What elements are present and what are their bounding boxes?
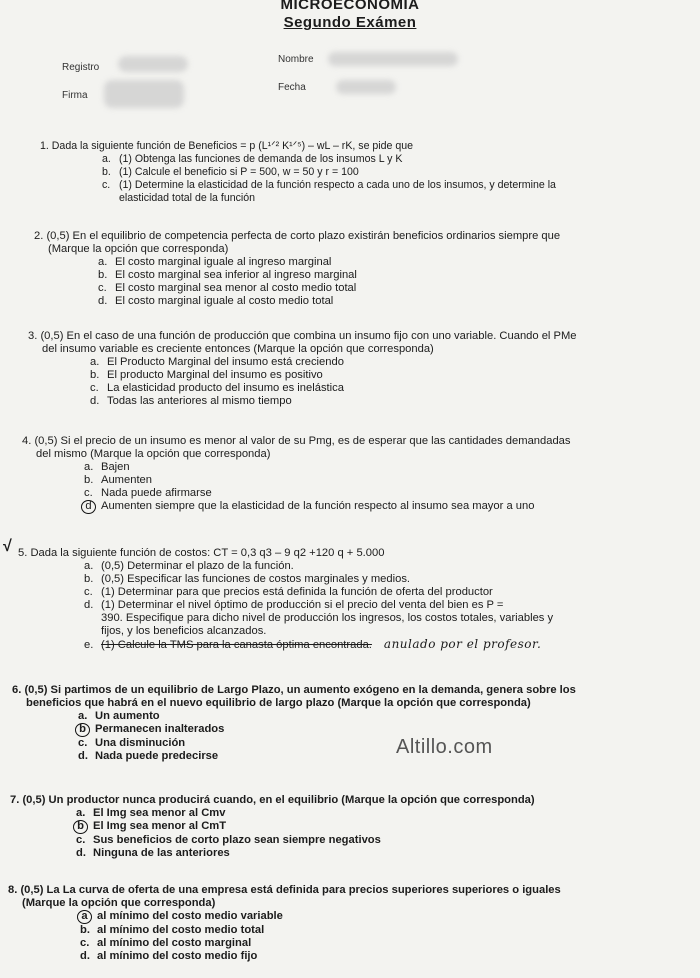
exam-subtitle: Segundo Exámen <box>283 14 417 31</box>
option-letter-text: c. <box>78 737 88 749</box>
fecha-label: Fecha <box>278 82 306 93</box>
question-4 <box>22 435 571 514</box>
redacted-fecha <box>336 80 396 94</box>
question-1 <box>40 140 556 205</box>
option-letter <box>78 737 95 750</box>
answer-option <box>18 573 553 586</box>
firma-label: Firma <box>62 90 88 101</box>
question-5 <box>18 547 553 652</box>
option-letter-text: a. <box>84 461 94 473</box>
selected-option-marker: b <box>73 820 88 834</box>
answer-option <box>18 586 553 599</box>
option-text: Nada puede afirmarse <box>101 487 212 499</box>
option-text: Sus beneficios de corto plazo sean siempre negativos <box>93 834 381 846</box>
option-letter <box>98 295 115 308</box>
option-letter <box>84 573 101 586</box>
option-text: (1) Calcule el beneficio si P = 500, w = 50 y r = 100 <box>119 166 359 178</box>
option-letter <box>102 179 119 192</box>
question-stem-line: del insumo variable es creciente entonces (Marque la opción que corresponda) <box>42 343 434 355</box>
option-text: al mínimo del costo medio fijo <box>97 950 258 962</box>
option-text: elasticidad total de la función <box>119 192 256 204</box>
option-letter-text: d. <box>84 599 94 611</box>
option-text: Bajen <box>101 461 130 473</box>
option-letter-text: d. <box>78 750 88 762</box>
option-letter-text: d. <box>90 395 100 407</box>
exam-title <box>0 0 700 32</box>
question-stem-line: beneficios que habrá en el nuevo equilibrio de largo plazo (Marque la opción que corresponda) <box>26 697 531 709</box>
option-letter <box>80 937 97 950</box>
option-letter <box>76 834 93 847</box>
answer-option <box>34 295 560 308</box>
answer-option <box>8 937 561 950</box>
option-letter-text: a. <box>76 807 86 819</box>
question-stem-line: 7. (0,5) Un productor nunca producirá cuando, en el equilibrio (Marque la opción que corresponda) <box>10 794 535 806</box>
option-letter-text: a. <box>84 560 94 572</box>
question-stem-line: (Marque la opción que corresponda) <box>22 897 216 909</box>
redacted-nombre <box>328 52 458 66</box>
question-7 <box>10 794 535 860</box>
option-letter <box>98 282 115 295</box>
question-stem-line: 8. (0,5) La La curva de oferta de una empresa está definida para precios superiores superiores o iguales <box>8 884 561 896</box>
option-letter <box>84 560 101 573</box>
option-letter <box>90 356 107 369</box>
answer-option <box>8 924 561 937</box>
option-text: (0,5) Especificar las funciones de costos marginales y medios. <box>101 573 411 585</box>
option-letter-text: b. <box>98 269 108 281</box>
answer-option <box>34 269 560 282</box>
option-text: La elasticidad producto del insumo es inelástica <box>107 382 344 394</box>
option-letter-text: d. <box>98 295 108 307</box>
answer-option <box>10 807 535 820</box>
option-text: El costo marginal iguale al ingreso marginal <box>115 256 332 268</box>
option-letter-text: d. <box>80 950 90 962</box>
selected-option-marker: a <box>77 910 92 924</box>
answer-option <box>18 638 553 652</box>
course-title: MICROECONOMIA <box>280 0 420 13</box>
answer-option <box>34 282 560 295</box>
question-stem-line: 3. (0,5) En el caso de una función de producción que combina un insumo fijo con uno variable. Cuando el PMe <box>28 330 577 342</box>
question-stem-line: del mismo (Marque la opción que corresponda) <box>36 448 271 460</box>
option-letter <box>80 910 97 924</box>
answer-option <box>12 723 576 737</box>
question-stem-line: 5. Dada la siguiente función de costos: CT = 0,3 q3 – 9 q2 +120 q + 5.000 <box>18 547 385 559</box>
option-letter <box>84 487 101 500</box>
option-letter <box>98 256 115 269</box>
option-letter <box>90 382 107 395</box>
question-2 <box>34 230 560 308</box>
option-text: El Producto Marginal del insumo está creciendo <box>107 356 344 368</box>
option-text: Permanecen inalterados <box>95 723 225 735</box>
answer-option <box>40 166 556 179</box>
option-letter-text: c. <box>80 937 90 949</box>
option-text: Una disminución <box>95 737 186 749</box>
option-text: Todas las anteriores al mismo tiempo <box>107 395 292 407</box>
option-text: (1) Determinar para que precios está definida la función de oferta del productor <box>101 586 493 598</box>
option-letter-text: c. <box>102 179 111 191</box>
check-mark: √ <box>3 538 12 555</box>
option-letter <box>84 599 101 612</box>
option-letter <box>102 166 119 179</box>
option-letter <box>90 369 107 382</box>
option-letter <box>102 153 119 166</box>
option-letter <box>78 723 95 737</box>
option-text: al mínimo del costo medio variable <box>97 910 283 922</box>
question-8 <box>8 884 561 963</box>
option-letter-text: d. <box>76 847 86 859</box>
question-3 <box>28 330 577 408</box>
redacted-registro <box>118 56 188 72</box>
answer-option <box>18 560 553 573</box>
question-stem-line: 2. (0,5) En el equilibrio de competencia perfecta de corto plazo existirán beneficios ordinarios siempre que <box>34 230 561 242</box>
option-letter-text: c. <box>98 282 107 294</box>
option-text: (0,5) Determinar el plazo de la función. <box>101 560 294 572</box>
option-letter <box>78 710 95 723</box>
option-letter <box>76 820 93 834</box>
option-text: Aumenten <box>101 474 152 486</box>
option-letter-text: c. <box>76 834 86 846</box>
watermark: Altillo.com <box>396 736 493 758</box>
option-text: Ninguna de las anteriores <box>93 847 230 859</box>
answer-option <box>28 395 577 408</box>
option-text: El Img sea menor al Cmv <box>93 807 226 819</box>
answer-option <box>40 179 556 192</box>
option-letter <box>80 924 97 937</box>
answer-option <box>22 500 571 514</box>
option-letter <box>76 847 93 860</box>
registro-label: Registro <box>62 62 100 73</box>
option-letter-text: b. <box>84 474 94 486</box>
option-letter <box>80 950 97 963</box>
option-letter-text: c. <box>90 382 99 394</box>
redacted-firma <box>104 80 184 108</box>
answer-option <box>12 710 576 723</box>
option-text: (1) Determine la elasticidad de la función respecto a cada uno de los insumos, y determine la <box>119 179 556 191</box>
answer-option <box>8 950 561 963</box>
handwritten-note: anulado por el profesor. <box>383 637 542 651</box>
option-letter-text: b. <box>84 573 94 585</box>
option-text: El costo marginal sea menor al costo medio total <box>115 282 357 294</box>
option-text: El Img sea menor al CmT <box>93 820 227 832</box>
answer-option <box>22 461 571 474</box>
option-letter <box>84 500 101 514</box>
option-text: Aumenten siempre que la elasticidad de la función respecto al insumo sea mayor a uno <box>101 500 535 512</box>
option-text: El costo marginal iguale al costo medio total <box>115 295 334 307</box>
question-stem-line: 1. Dada la siguiente función de Beneficios = p (L¹ᐟ² K¹ᐟ⁵) – wL – rK, se pide que <box>40 140 414 152</box>
answer-option <box>18 599 553 612</box>
option-text: Un aumento <box>95 710 160 722</box>
option-letter-text: b. <box>90 369 100 381</box>
option-letter-text: a. <box>98 256 108 268</box>
option-letter <box>78 750 95 763</box>
option-letter-text: c. <box>84 487 93 499</box>
option-text: (1) Determinar el nivel óptimo de producción si el precio del venta del bien es P = <box>101 599 504 611</box>
option-text: (1) Calcule la TMS para la canasta óptima encontrada. <box>101 639 372 651</box>
option-text: (1) Obtenga las funciones de demanda de los insumos L y K <box>119 153 403 165</box>
answer-option <box>34 256 560 269</box>
answer-option <box>22 474 571 487</box>
option-letter-text: a. <box>90 356 100 368</box>
answer-option <box>28 382 577 395</box>
option-letter-text: e. <box>84 639 94 651</box>
selected-option-marker: b <box>75 723 90 737</box>
option-text: 390. Especifique para dicho nivel de producción los ingresos, los costos totales, variables y <box>101 612 554 624</box>
option-letter-text: b. <box>102 166 111 178</box>
answer-option <box>8 910 561 924</box>
answer-option <box>28 369 577 382</box>
option-text: al mínimo del costo marginal <box>97 937 252 949</box>
option-letter <box>84 461 101 474</box>
option-letter <box>76 807 93 820</box>
answer-option <box>40 153 556 166</box>
option-letter-text: a. <box>78 710 88 722</box>
option-letter <box>84 586 101 599</box>
option-text: al mínimo del costo medio total <box>97 924 265 936</box>
selected-option-marker: d <box>81 500 96 514</box>
option-text: El producto Marginal del insumo es positivo <box>107 369 323 381</box>
option-letter-text: b. <box>80 924 90 936</box>
question-stem-line: 4. (0,5) Si el precio de un insumo es menor al valor de su Pmg, es de esperar que las cantidades demandadas <box>22 435 571 447</box>
option-letter <box>90 395 107 408</box>
answer-option <box>40 192 556 205</box>
answer-option <box>10 820 535 834</box>
option-letter-text: a. <box>102 153 111 165</box>
answer-option <box>18 612 553 625</box>
option-letter <box>84 639 101 652</box>
option-letter-text: c. <box>84 586 93 598</box>
answer-option <box>10 847 535 860</box>
answer-option <box>28 356 577 369</box>
option-text: fijos, y los beneficios alcanzados. <box>101 625 267 637</box>
option-text: El costo marginal sea inferior al ingreso marginal <box>115 269 357 281</box>
question-stem-line: 6. (0,5) Si partimos de un equilibrio de Largo Plazo, un aumento exógeno en la demanda, genera sobre los <box>12 684 576 696</box>
answer-option <box>22 487 571 500</box>
option-letter <box>98 269 115 282</box>
option-letter <box>84 474 101 487</box>
nombre-label: Nombre <box>278 54 314 65</box>
answer-option <box>10 834 535 847</box>
option-text: Nada puede predecirse <box>95 750 219 762</box>
question-stem-line: (Marque la opción que corresponda) <box>48 243 229 255</box>
